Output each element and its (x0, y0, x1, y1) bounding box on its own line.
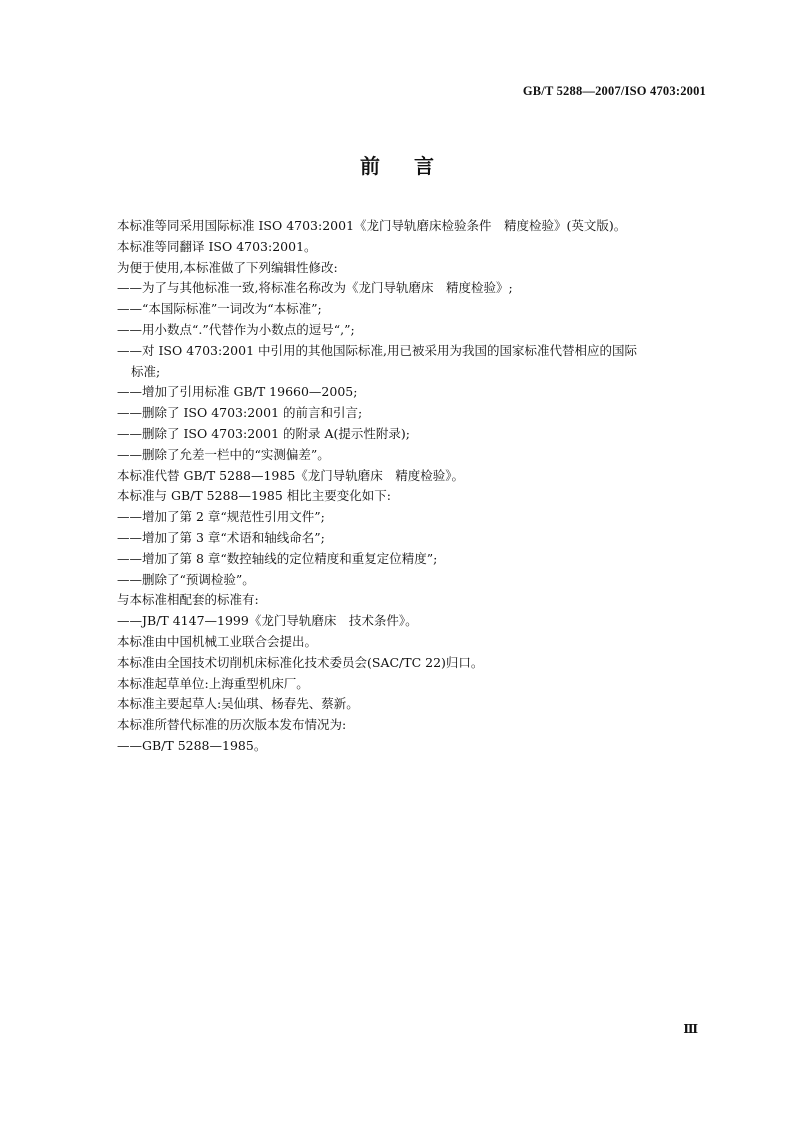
body-line: 本标准与 GB/T 5288—1985 相比主要变化如下: (117, 488, 391, 504)
list-item-continuation: 标准; (131, 363, 161, 379)
list-item: ——JB/T 4147—1999《龙门导轨磨床 技术条件》。 (117, 613, 418, 629)
body-line: 本标准起草单位:上海重型机床厂。 (117, 675, 309, 691)
body-line: 与本标准相配套的标准有: (117, 592, 259, 608)
list-item: ——GB/T 5288—1985。 (117, 737, 267, 753)
body-line: 本标准由中国机械工业联合会提出。 (117, 633, 318, 649)
body-line: 本标准所替代标准的历次版本发布情况为: (117, 717, 347, 733)
body-line: 本标准主要起草人:吴仙琪、杨春先、蔡新。 (117, 696, 359, 712)
page-number: Ⅲ (683, 1022, 698, 1036)
body-line: 本标准由全国技术切削机床标准化技术委员会(SAC/TC 22)归口。 (117, 654, 484, 670)
list-item: ——增加了第 8 章“数控轴线的定位精度和重复定位精度”; (117, 550, 438, 566)
list-item: ——增加了引用标准 GB/T 19660—2005; (117, 384, 358, 400)
standard-code-header: GB/T 5288—2007/ISO 4703:2001 (522, 84, 706, 98)
list-item: ——增加了第 3 章“术语和轴线命名”; (117, 529, 325, 545)
list-item: ——删除了允差一栏中的“实测偏差”。 (117, 446, 330, 462)
body-line: 本标准等同翻译 ISO 4703:2001。 (117, 238, 317, 254)
list-item: ——删除了“预调检验”。 (117, 571, 255, 587)
list-item: ——增加了第 2 章“规范性引用文件”; (117, 509, 325, 525)
list-item: ——“本国际标准”一词改为“本标准”; (117, 301, 322, 317)
list-item: ——删除了 ISO 4703:2001 的附录 A(提示性附录); (117, 425, 410, 441)
foreword-body (117, 216, 717, 757)
list-item: ——用小数点“.”代替作为小数点的逗号“,”; (117, 321, 355, 337)
body-line: 本标准代替 GB/T 5288—1985《龙门导轨磨床 精度检验》。 (117, 467, 465, 483)
list-item: ——对 ISO 4703:2001 中引用的其他国际标准,用已被采用为我国的国家标准代替相应的国际 (117, 342, 637, 358)
list-item: ——删除了 ISO 4703:2001 的前言和引言; (117, 405, 363, 421)
list-item: ——为了与其他标准一致,将标准名称改为《龙门导轨磨床 精度检验》; (117, 280, 513, 296)
page-title: 前言 (360, 154, 468, 178)
body-line: 为便于使用,本标准做了下列编辑性修改: (117, 259, 338, 275)
body-line: 本标准等同采用国际标准 ISO 4703:2001《龙门导轨磨床检验条件 精度检验》(英文版)。 (117, 218, 627, 233)
